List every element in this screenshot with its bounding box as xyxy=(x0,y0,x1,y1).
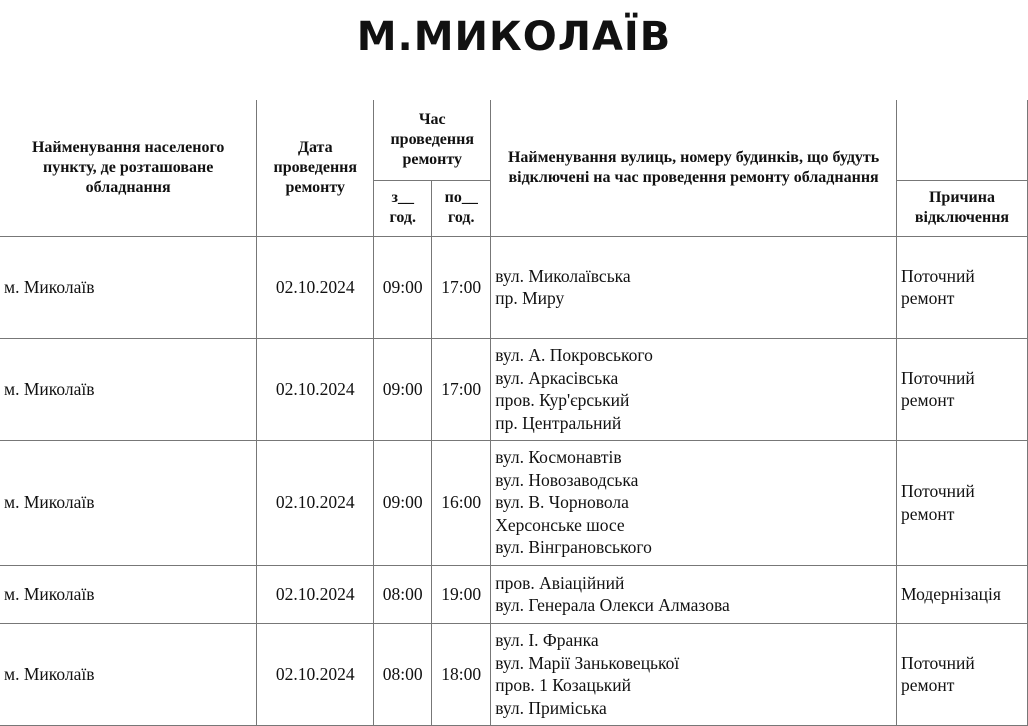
time-to-cell: 18:00 xyxy=(432,623,491,725)
street-line: пров. Кур'єрський xyxy=(495,390,630,410)
time-from-cell: 09:00 xyxy=(374,338,432,440)
time-from-cell: 08:00 xyxy=(374,565,432,623)
streets-cell xyxy=(491,338,897,440)
date-cell: 02.10.2024 xyxy=(257,338,374,440)
street-line: вул. В. Чорновола xyxy=(495,492,629,513)
street-line: вул. Приміська xyxy=(495,697,607,718)
settlement-cell: м. Миколаїв xyxy=(0,440,257,565)
settlement-cell: м. Миколаїв xyxy=(0,623,257,725)
table-header xyxy=(0,100,1028,236)
reason-line: Поточний xyxy=(900,265,975,286)
header-time-from: з__ год. xyxy=(374,180,432,236)
street-line: пров. Авіаційний xyxy=(495,572,625,593)
table-row xyxy=(0,565,1028,623)
header-time-to: по__ год. xyxy=(432,180,491,236)
reason-line: Поточний xyxy=(900,481,975,501)
settlement-cell: м. Миколаїв xyxy=(0,236,257,338)
time-from-cell: 09:00 xyxy=(374,236,432,338)
street-line: вул. Марії Заньковецької xyxy=(495,652,680,673)
header-date: Дата проведення ремонту xyxy=(257,100,374,236)
reason-cell xyxy=(896,236,1027,338)
table-row xyxy=(0,623,1028,725)
streets-cell xyxy=(491,565,897,623)
date-cell: 02.10.2024 xyxy=(257,565,374,623)
time-from-cell: 08:00 xyxy=(374,623,432,725)
reason-line: ремонт xyxy=(900,288,955,308)
table-row xyxy=(0,338,1028,440)
time-to-cell: 17:00 xyxy=(432,236,491,338)
date-cell: 02.10.2024 xyxy=(257,236,374,338)
street-line: пров. 1 Козацький xyxy=(495,675,632,695)
reason-line: Поточний xyxy=(900,652,975,673)
table-row xyxy=(0,236,1028,338)
date-cell: 02.10.2024 xyxy=(257,623,374,725)
time-to-cell: 16:00 xyxy=(432,440,491,565)
header-reason: Причина відключення xyxy=(896,180,1027,236)
street-line: вул. І. Франка xyxy=(495,630,599,650)
outage-schedule-table xyxy=(0,100,1028,726)
street-line: пр. Миру xyxy=(495,288,565,308)
reason-cell xyxy=(896,440,1027,565)
header-time: Час проведення ремонту xyxy=(374,100,491,180)
header-settlement: Найменування населеного пункту, де розташоване обладнання xyxy=(0,100,257,236)
street-line: вул. Новозаводська xyxy=(495,469,639,490)
street-line: вул. Вінграновського xyxy=(495,537,652,558)
street-line: пр. Центральний xyxy=(495,412,622,433)
table-row xyxy=(0,440,1028,565)
reason-line: ремонт xyxy=(900,503,955,524)
settlement-cell: м. Миколаїв xyxy=(0,565,257,623)
time-from-cell: 09:00 xyxy=(374,440,432,565)
reason-cell xyxy=(896,623,1027,725)
time-to-cell: 17:00 xyxy=(432,338,491,440)
streets-cell xyxy=(491,236,897,338)
streets-cell xyxy=(491,440,897,565)
reason-cell xyxy=(896,338,1027,440)
reason-line: ремонт xyxy=(900,390,955,410)
page-title: М.МИКОЛАЇВ xyxy=(356,14,672,60)
time-to-cell: 19:00 xyxy=(432,565,491,623)
street-line: вул. Миколаївська xyxy=(495,265,631,286)
date-cell: 02.10.2024 xyxy=(257,440,374,565)
reason-line: ремонт xyxy=(900,675,955,695)
header-streets: Найменування вулиць, номеру будинків, що будуть відключені на час проведення ремонту обладнання xyxy=(491,100,897,236)
street-line: вул. Космонавтів xyxy=(495,447,622,468)
reason-cell xyxy=(896,565,1027,623)
reason-line: Поточний xyxy=(900,367,975,388)
header-blank xyxy=(896,100,1027,180)
street-line: вул. Аркасівська xyxy=(495,367,619,388)
table-body xyxy=(0,236,1028,725)
street-line: вул. А. Покровського xyxy=(495,345,653,365)
reason-line: Модернізація xyxy=(900,583,1001,604)
street-line: вул. Генерала Олекси Алмазова xyxy=(495,595,730,615)
settlement-cell: м. Миколаїв xyxy=(0,338,257,440)
street-line: Херсонське шосе xyxy=(495,514,625,535)
streets-cell xyxy=(491,623,897,725)
